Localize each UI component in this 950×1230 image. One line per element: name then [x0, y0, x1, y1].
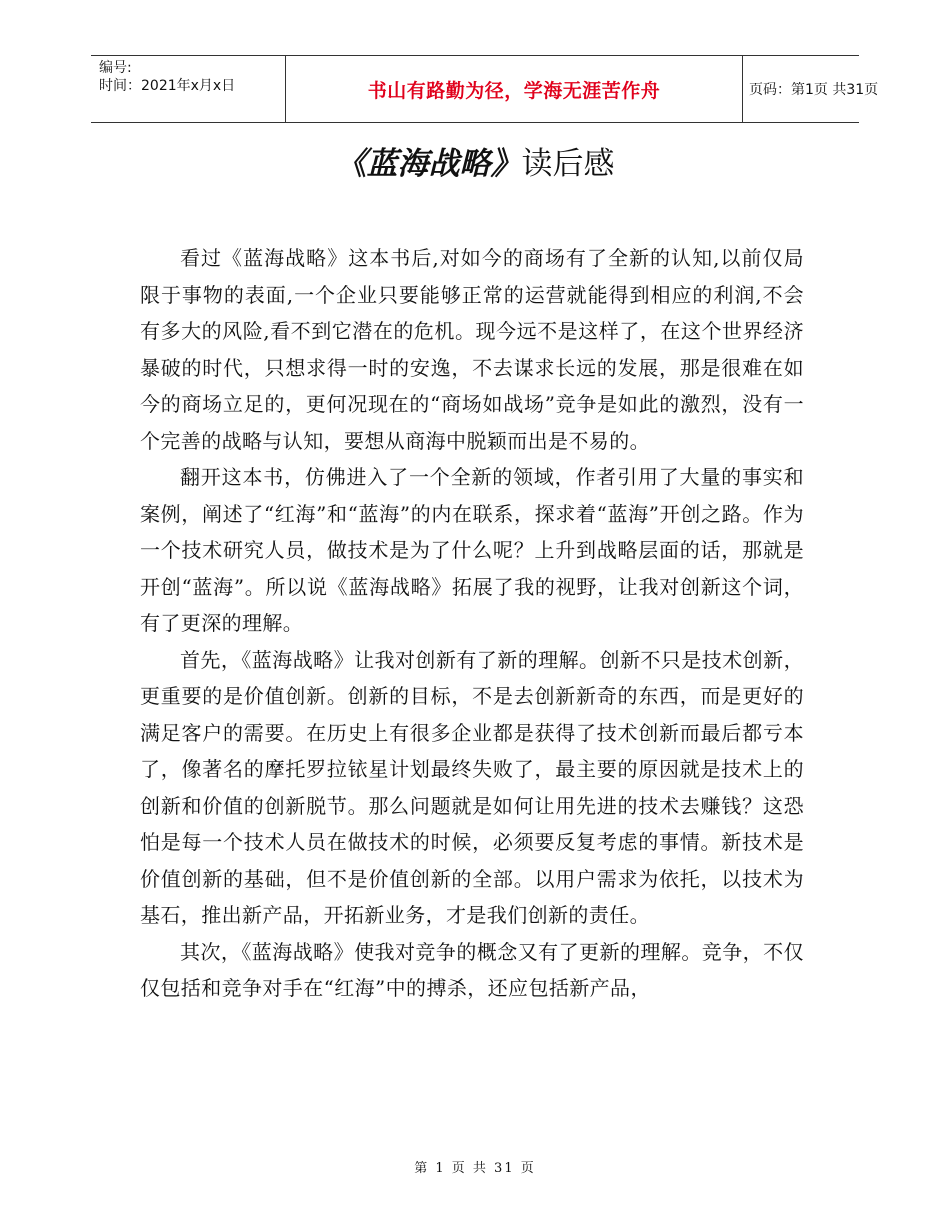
- header-motto: 书山有路勤为径，学海无涯苦作舟: [367, 79, 661, 102]
- document-header: [91, 55, 879, 123]
- header-page-cell: [741, 56, 879, 122]
- document-title: [0, 140, 950, 188]
- body-paragraph: 其次，《蓝海战略》使我对竞争的概念又有了更新的理解。竞争，不仅仅包括和竞争对手在“红海”中的搏杀，还应包括新产品，: [140, 939, 804, 1000]
- header-meta-cell: [91, 56, 285, 122]
- header-motto-cell: [285, 56, 743, 122]
- body-paragraph: 看过《蓝海战略》这本书后,对如今的商场有了全新的认知,以前仅局限于事物的表面,一个企业只要能够正常的运营就能得到相应的利润,不会有多大的风险,看不到它潜在的危机。现今远不是这样了，在这个世界经济暴破的时代，只想求得一时的安逸，不去谋求长远的发展，那是很难在如今的商场立足的，更何况现在的“商场如战场”竞争是如此的激烈，没有一个完善的战略与认知，要想从商海中脱颖而出是不易的。: [140, 246, 804, 453]
- document-title-suffix: 读后感: [521, 146, 615, 182]
- document-title-main: 《蓝海战略》: [335, 146, 522, 182]
- footer-page-number: 第 1 页 共 31 页: [414, 1161, 536, 1176]
- body-paragraph: 翻开这本书，仿佛进入了一个全新的领域，作者引用了大量的事实和案例，阐述了“红海”和“蓝海”的内在联系，探求着“蓝海”开创之路。作为一个技术研究人员，做技术是为了什么呢？上升到战略层面的话，那就是开创“蓝海”。所以说《蓝海战略》拓展了我的视野，让我对创新这个词，有了更深的理解。: [140, 465, 804, 635]
- header-page-info: 页码：第1页 共31页: [749, 82, 879, 98]
- serial-label: 编号:: [99, 60, 132, 76]
- document-body: [140, 240, 804, 1007]
- time-label: 时间：2021年x月x日: [99, 78, 236, 94]
- body-paragraph: 首先，《蓝海战略》让我对创新有了新的理解。创新不只是技术创新，更重要的是价值创新。创新的目标，不是去创新新奇的东西，而是更好的满足客户的需要。在历史上有很多企业都是获得了技术创新而最后都亏本了，像著名的摩托罗拉铱星计划最终失败了，最主要的原因就是技术上的创新和价值的创新脱节。那么问题就是如何让用先进的技术去赚钱？这恐怕是每一个技术人员在做技术的时候，必须要反复考虑的事情。新技术是价值创新的基础，但不是价值创新的全部。以用户需求为依托，以技术为基石，推出新产品，开拓新业务，才是我们创新的责任。: [140, 647, 804, 927]
